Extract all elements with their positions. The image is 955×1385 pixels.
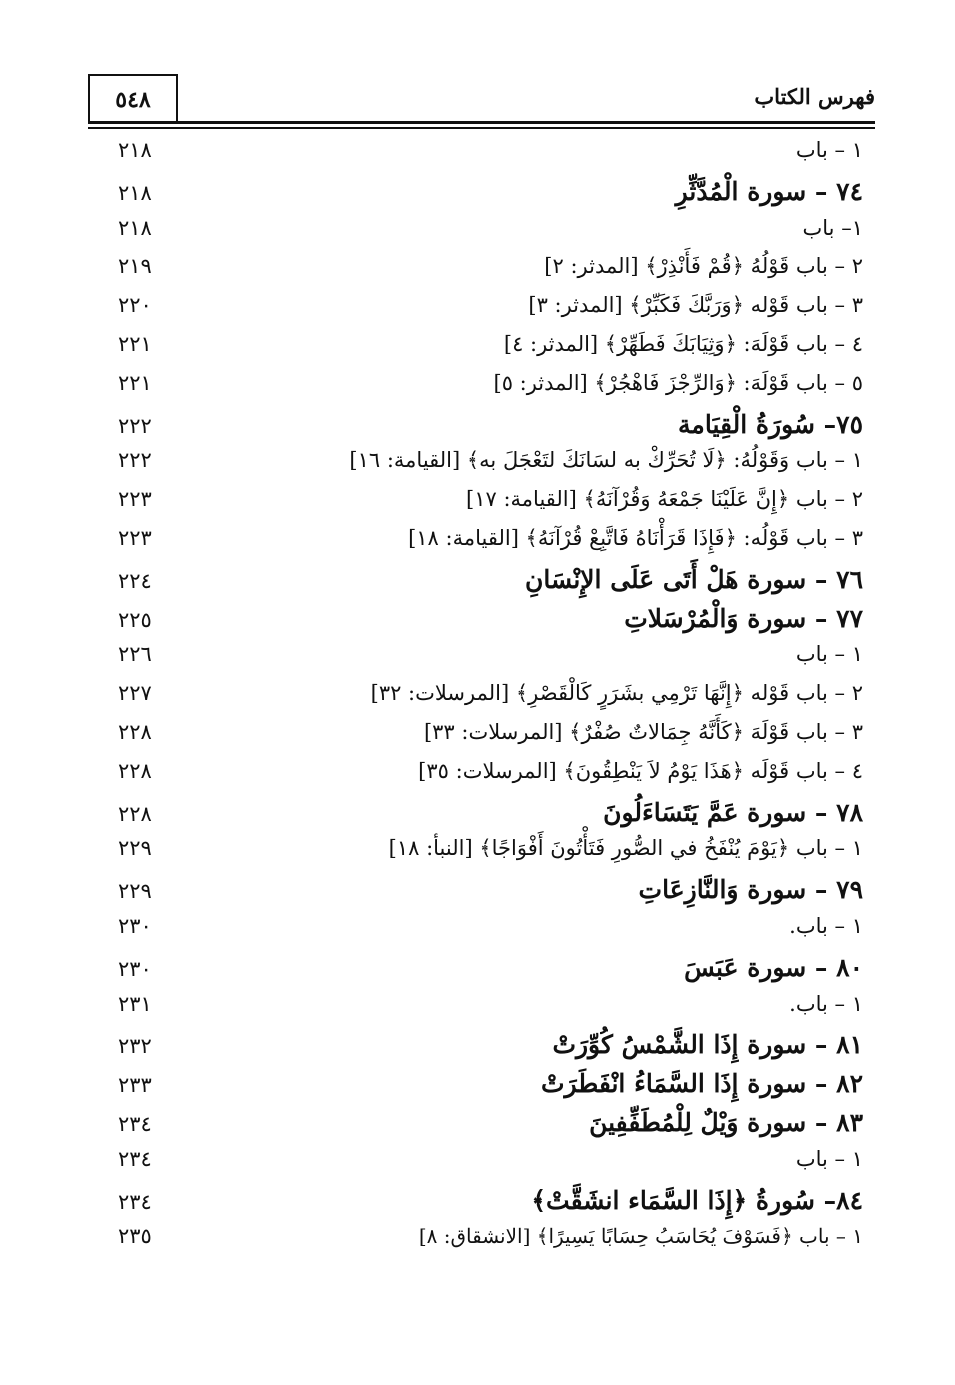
toc-entry-text: ١ – باب — [795, 1146, 863, 1171]
toc-row — [118, 1069, 863, 1108]
toc-surah-heading: ٧٤ – سورة الْمُدَّثِّرِ — [675, 176, 863, 206]
toc-page-number: ٢٢٣ — [118, 487, 152, 512]
toc-entry-text: ١ – باب ﴿فَسَوْفَ يُحَاسَبُ حِسَابًا يَسِيرًا﴾ [الانشقاق: ٨] — [418, 1224, 863, 1249]
toc-row — [118, 720, 863, 759]
toc-row — [118, 565, 863, 604]
toc-row — [118, 953, 863, 992]
toc-entry-text: ٥ – باب قَوْلَهَ: ﴿وَالرِّجْزَ فَاهْجُرْ﴾ [المدثر: ٥] — [493, 370, 863, 395]
toc-entry-text: ١ – باب — [795, 642, 863, 667]
toc-entry-text: ٣ – باب قَوْله ﴿وَرَبَّكَ فَكَبِّرْ﴾ [المدثر: ٣] — [528, 293, 863, 318]
toc-entry-text: ٣ – باب قَوْلَهَ ﴿كَأَنَّهُ جِمَالاتٌ صُفْرٌ﴾ [المرسلات: ٣٣] — [423, 719, 863, 744]
table-of-contents — [118, 138, 863, 1263]
toc-row — [118, 526, 863, 565]
toc-page-number: ٢٢٣ — [118, 525, 152, 550]
toc-surah-heading: ٧٧ – سورة وَالْمُرْسَلاتِ — [624, 603, 863, 633]
toc-entry-text: ٤ – باب قَوْلَهَ: ﴿وَثِيَابَكَ فَطَهِّرْ﴾ [المدثر: ٤] — [503, 331, 863, 356]
toc-entry-text: ٢ – باب قَوْله ﴿إِنَّهَا تَرْمِي بشَرَرٍ كَالْقَصْرِ﴾ [المرسلات: ٣٢] — [370, 681, 863, 706]
toc-page-number: ٢٢٨ — [118, 719, 152, 744]
toc-page-number: ٢٢٨ — [118, 758, 152, 783]
toc-surah-heading: ٧٩ – سورة وَالنَّازِعَاتِ — [638, 875, 863, 905]
toc-page-number: ٢٣٤ — [118, 1111, 152, 1136]
toc-surah-heading: ٨١ – سورة إِذَا الشَّمْسُ كُوِّرَتْ — [552, 1030, 863, 1060]
toc-surah-heading: ٨٢ – سورة إِذَا السَّمَاءُ انْفَطَرَتْ — [540, 1069, 863, 1099]
toc-page-number: ٢٢٩ — [118, 879, 152, 904]
toc-page-number: ٢٢١ — [118, 370, 152, 395]
toc-surah-heading: ٨٠ – سورة عَبَسَ — [684, 952, 863, 982]
toc-row — [118, 254, 863, 293]
toc-row — [118, 875, 863, 914]
toc-entry-text: ١ – باب ﴿يَوْمَ يُنْفَخُ في الصُّورِ فَتَأْتُونَ أَفْوَاجًا﴾ [النبأ: ١٨] — [388, 836, 863, 861]
header-rule-thick — [88, 121, 875, 124]
toc-entry-text: ١ – باب. — [789, 913, 863, 938]
toc-row — [118, 992, 863, 1031]
toc-page-number: ٢٢١ — [118, 331, 152, 356]
toc-row — [118, 1186, 863, 1225]
toc-entry-text: ٤ – باب قَوْلَه ﴿هَذَا يَوْمُ لاَ يَنْطِقُونَ﴾ [المرسلات: ٣٥] — [418, 758, 863, 783]
toc-row — [118, 216, 863, 255]
toc-page-number: ٢٢٥ — [118, 607, 152, 632]
toc-page-number: ٢٢٢ — [118, 413, 152, 438]
toc-row — [118, 1147, 863, 1186]
toc-entry-text: ١ – باب. — [789, 991, 863, 1016]
toc-row — [118, 1030, 863, 1069]
toc-page-number: ٢٢٢ — [118, 448, 152, 473]
running-title: فهرس الكتاب — [754, 84, 875, 109]
header-rule-thin — [88, 127, 875, 129]
page-header — [88, 74, 875, 128]
toc-surah-heading: ٧٦ – سورة هَلْ أَتَى عَلَى الإِنْسَانِ — [525, 564, 863, 594]
toc-entry-text: ١ – باب وَقَوْلُهُ: ﴿لَا تُحَرِّكْ به لسَانَكَ لتَعْجَلَ به﴾ [القيامة: ١٦] — [349, 448, 863, 473]
toc-row — [118, 798, 863, 837]
toc-page-number: ٢٢٠ — [118, 293, 152, 318]
toc-entry-text: ١ – باب — [795, 138, 863, 162]
page-number: ٥٤٨ — [115, 87, 151, 113]
toc-page-number: ٢٢٤ — [118, 568, 152, 593]
toc-page-number: ٢٣٣ — [118, 1073, 152, 1098]
toc-entry-text: ٢ – باب ﴿إِنَّ عَلَيْنَا جَمْعَهُ وَقُرْآنَهُ﴾ [القيامة: ١٧] — [466, 487, 863, 512]
toc-row — [118, 836, 863, 875]
toc-row — [118, 487, 863, 526]
toc-row — [118, 138, 863, 177]
toc-page-number: ٢٣٤ — [118, 1146, 152, 1171]
toc-page-number: ٢٣٢ — [118, 1034, 152, 1059]
toc-page-number: ٢٣٠ — [118, 956, 152, 981]
toc-row — [118, 293, 863, 332]
toc-page-number: ٢١٨ — [118, 138, 152, 162]
toc-page-number: ٢١٨ — [118, 180, 152, 205]
toc-entry-text: ٣ – باب قَوْلُه: ﴿فَإِذَا قَرَأْنَاهُ فَاتَّبِعْ قُرْآنَهُ﴾ [القيامة: ١٨] — [408, 525, 863, 550]
toc-entry-text: ١– باب — [802, 215, 863, 240]
page-number-box — [88, 74, 178, 124]
toc-surah-heading: ٧٥– سُورَةُ الْقِيَامة — [678, 409, 863, 439]
toc-row — [118, 759, 863, 798]
toc-surah-heading: ٨٤– سُورةُ ﴿إِذَا السَّمَاء انشَقَّتْ﴾ — [531, 1185, 863, 1215]
toc-page-number: ٢٢٨ — [118, 801, 152, 826]
toc-entry-text: ٢ – باب قَوْلُهُ ﴿قُمْ فَأَنْذِرْ﴾ [المدثر: ٢] — [544, 254, 863, 279]
toc-page-number: ٢٣٤ — [118, 1189, 152, 1214]
toc-row — [118, 642, 863, 681]
toc-surah-heading: ٨٣ – سورة وَيْلٌ لِلْمُطَفِّفِينَ — [589, 1107, 863, 1137]
toc-row — [118, 448, 863, 487]
toc-row — [118, 1108, 863, 1147]
toc-row — [118, 177, 863, 216]
toc-row — [118, 604, 863, 643]
toc-page-number: ٢٢٦ — [118, 642, 152, 667]
toc-row — [118, 371, 863, 410]
toc-page-number: ٢١٨ — [118, 215, 152, 240]
toc-surah-heading: ٧٨ – سورة عَمَّ يَتَسَاءَلُونَ — [603, 797, 863, 827]
toc-row — [118, 410, 863, 449]
toc-row — [118, 681, 863, 720]
toc-row — [118, 332, 863, 371]
toc-page-number: ٢٢٩ — [118, 836, 152, 861]
toc-page-number: ٢٣١ — [118, 991, 152, 1016]
toc-row — [118, 1224, 863, 1263]
toc-page-number: ٢٣٠ — [118, 913, 152, 938]
toc-page-number: ٢١٩ — [118, 254, 152, 279]
toc-page-number: ٢٢٧ — [118, 681, 152, 706]
toc-page-number: ٢٣٥ — [118, 1224, 152, 1249]
toc-row — [118, 914, 863, 953]
